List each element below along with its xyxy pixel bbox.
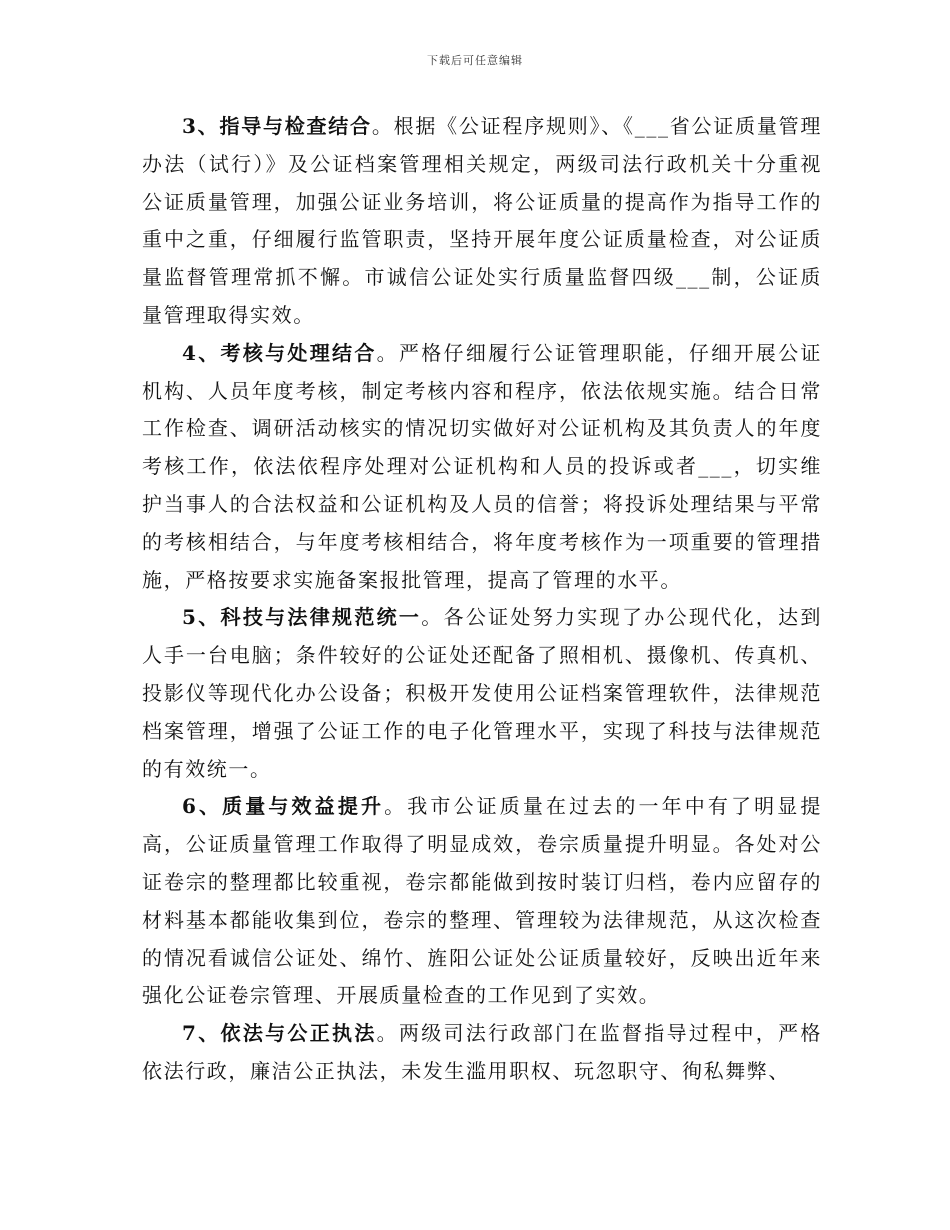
paragraph-5 bbox=[142, 599, 822, 788]
paragraph-4-heading: 4、考核与处理结合 bbox=[182, 340, 377, 365]
document-body bbox=[142, 108, 822, 1091]
paragraph-7 bbox=[142, 1015, 822, 1091]
page-header: 下载后可任意编辑 bbox=[427, 54, 523, 67]
paragraph-3 bbox=[142, 108, 822, 335]
paragraph-4-text: 。严格仔细履行公证管理职能，仔细开展公证机构、人员年度考核，制定考核内容和程序，依法依规实施。结合日常工作检查、调研活动核实的情况切实做好对公证机构及其负责人的年度考核工作，依法依程序处理对公证机构和人员的投诉或者___，切实维护当事人的合法权益和公证机构及人员的信誉；将投诉处理结果与平常的考核相结合，与年度考核相结合，将年度考核作为一项重要的管理措施，严格按要求实施备案报批管理，提高了管理的水平。 bbox=[142, 340, 822, 592]
paragraph-3-heading: 3、指导与检查结合 bbox=[182, 114, 372, 138]
paragraph-6-heading: 6、质量与效益提升 bbox=[182, 794, 385, 819]
paragraph-3-text: 。根据《公证程序规则》、《___省公证质量管理办法（试行）》及公证档案管理相关规定，两级司法行政机关十分重视公证质量管理，加强公证业务培训，将公证质量的提高作为指导工作的重中之重，仔细履行监管职责，坚持开展年度公证质量检查，对公证质量监督管理常抓不懈。市诚信公证处实行质量监督四级___制，公证质量管理取得实效。 bbox=[142, 114, 822, 327]
paragraph-5-heading: 5、科技与法律规范统一 bbox=[182, 605, 422, 630]
paragraph-7-heading: 7、依法与公正执法 bbox=[182, 1021, 377, 1046]
paragraph-5-text: 。各公证处努力实现了办公现代化，达到人手一台电脑；条件较好的公证处还配备了照相机、摄像机、传真机、投影仪等现代化办公设备；积极开发使用公证档案管理软件，法律规范档案管理，增强了公证工作的电子化管理水平，实现了科技与法律规范的有效统一。 bbox=[142, 605, 822, 781]
paragraph-7-text: 。两级司法行政部门在监督指导过程中，严格依法行政，廉洁公正执法，未发生滥用职权、玩忽职守、徇私舞弊、 bbox=[142, 1021, 822, 1083]
paragraph-4 bbox=[142, 335, 822, 600]
paragraph-6-text: 。我市公证质量在过去的一年中有了明显提高，公证质量管理工作取得了明显成效，卷宗质量提升明显。各处对公证卷宗的整理都比较重视，卷宗都能做到按时装订归档，卷内应留存的材料基本都能收集到位，卷宗的整理、管理较为法律规范，从这次检查的情况看诚信公证处、绵竹、旌阳公证处公证质量较好，反映出近年来强化公证卷宗管理、开展质量检查的工作见到了实效。 bbox=[142, 794, 822, 1008]
paragraph-6 bbox=[142, 788, 822, 1015]
